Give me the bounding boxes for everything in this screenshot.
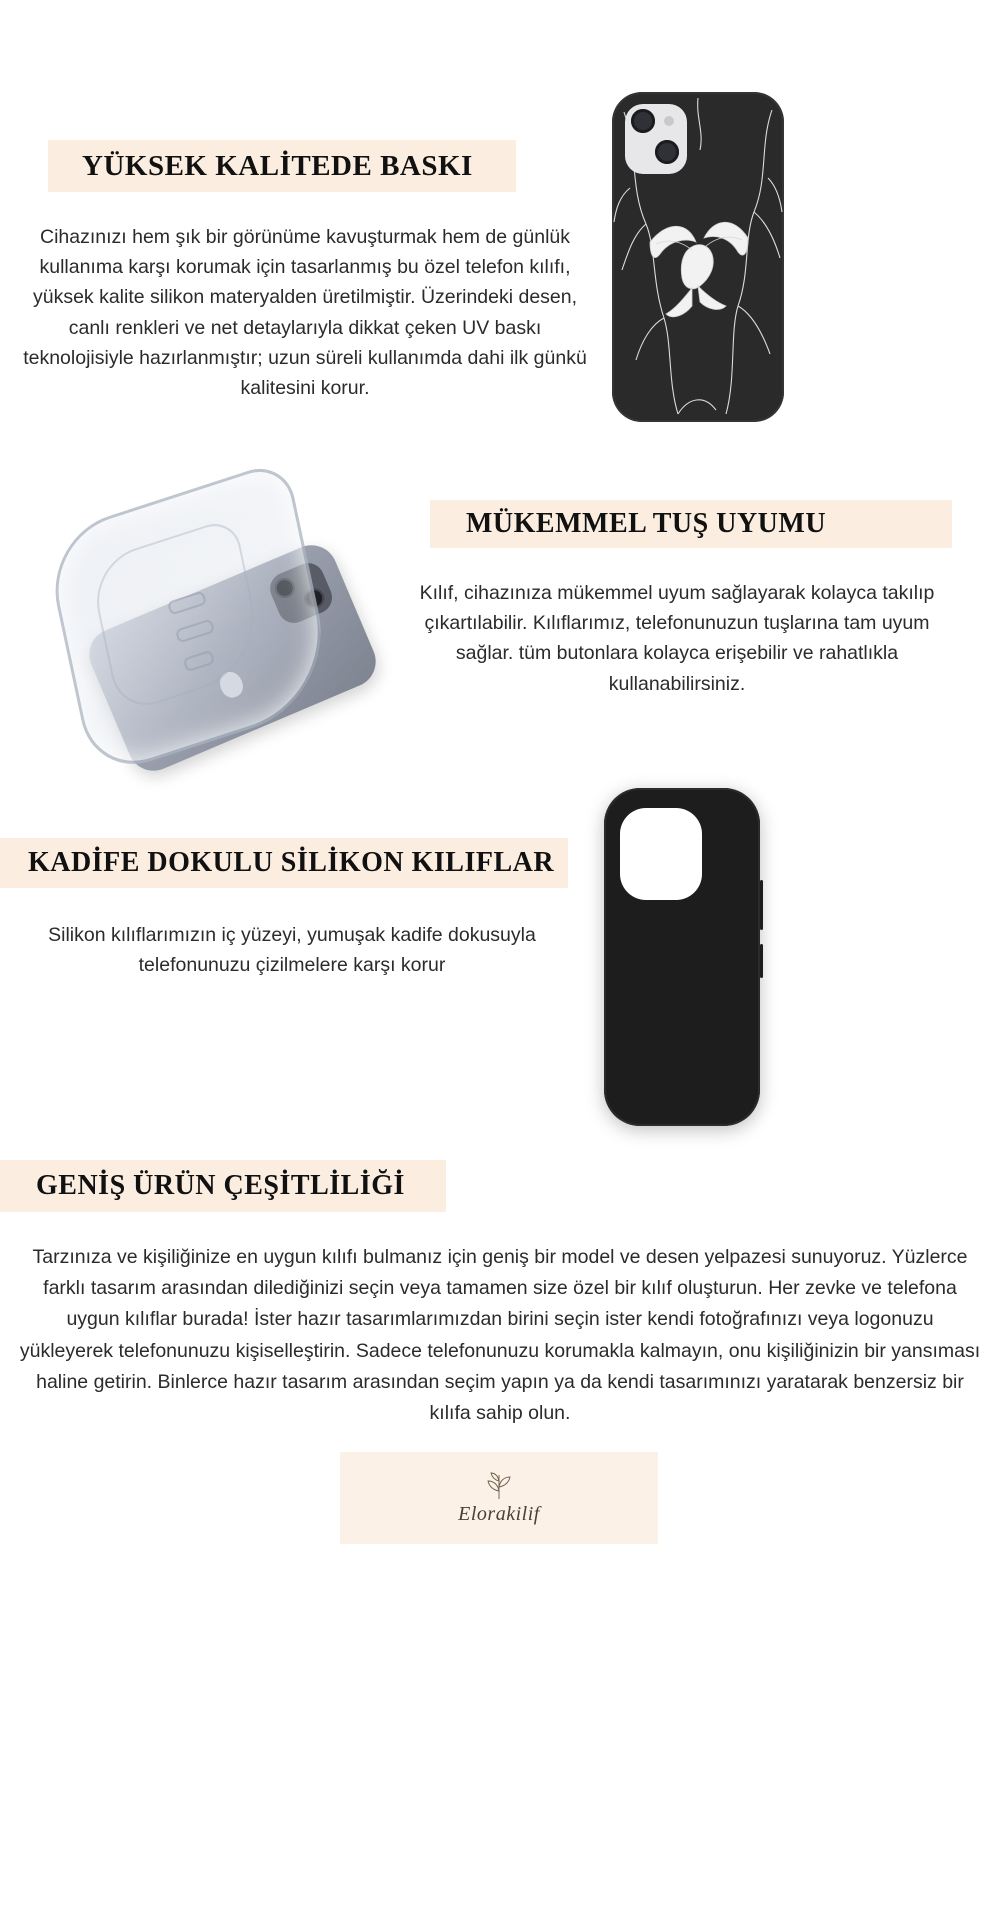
camera-cutout <box>620 808 702 900</box>
phone-body <box>604 788 760 1126</box>
section-body-button-fit: Kılıf, cihazınıza mükemmel uyum sağlayarak kolayca takılıp çıkartılabilir. Kılıflarımız, telefonunuzun tuşlarına tam uyum sağlar. tüm butonlara kolayca erişebilir ve rahatlıkla kullanabilirsiniz. <box>419 582 935 695</box>
brand-logo <box>340 1452 658 1544</box>
side-button <box>760 880 763 930</box>
phone-image-matte-black-case <box>604 788 760 1126</box>
heading-text: YÜKSEK KALİTEDE BASKI <box>82 149 473 182</box>
section-body-print-quality: Cihazınızı hem şık bir görünüme kavuşturmak hem de günlük kullanıma karşı korumak için tasarlanmış bu özel telefon kılıfı, yüksek kalite silikon materyalden üretilmiştir. Üzerindeki desen, canlı renkleri ve net detaylarıyla dikkat çeken UV baskı teknolojisiyle hazırlanmıştır; uzun süreli kullanımda dahi ilk günkü kalitesini korur. <box>23 226 587 400</box>
leaf-branch-icon <box>482 1471 516 1501</box>
camera-lens-icon <box>631 109 655 133</box>
heading-text: GENİŞ ÜRÜN ÇEŞİTLİLİĞİ <box>36 1170 405 1201</box>
section-body-velvet-lining: Silikon kılıflarımızın iç yüzeyi, yumuşak kadife dokusuyla telefonunuzu çizilmelere karşı korur <box>48 924 536 977</box>
phone-body <box>612 92 784 422</box>
brand-name: Elorakilif <box>458 1502 540 1525</box>
section-heading-velvet-lining <box>0 838 568 888</box>
clear-case-image <box>40 478 400 778</box>
heading-text: KADİFE DOKULU SİLİKON KILIFLAR <box>28 847 555 878</box>
side-button <box>760 944 763 978</box>
camera-module <box>625 104 687 174</box>
section-heading-button-fit <box>430 500 952 548</box>
section-heading-print-quality <box>48 140 516 192</box>
phone-image-angel-print-case <box>612 92 784 422</box>
section-body-product-variety: Tarzınıza ve kişiliğinize en uygun kılıfı bulmanız için geniş bir model ve desen yelpazesi sunuyoruz. Yüzlerce farklı tasarım arasından dilediğinizi seçin veya tamamen size özel bir kılıf oluşturun. Her zevke ve telefona uygun kılıflar burada! İster hazır tasarımlarımızdan birini seçin ister kendi fotoğrafınızı veya logonuzu yükleyerek telefonunuzu kişiselleştirin. Sadece telefonunuzu korumakla kalmayın, onu kişiliğinizin bir yansıması haline getirin. Binlerce hazır tasarım arasından seçim yapın ya da kendi tasarımınızı yaratarak benzersiz bir kılıfa sahip olun. <box>19 1246 981 1424</box>
camera-lens-icon <box>655 140 679 164</box>
section-heading-product-variety <box>0 1160 446 1212</box>
angel-illustration-icon <box>630 202 770 332</box>
heading-text: MÜKEMMEL TUŞ UYUMU <box>466 508 827 539</box>
transparent-case-shell <box>43 458 338 779</box>
camera-flash-icon <box>664 116 674 126</box>
